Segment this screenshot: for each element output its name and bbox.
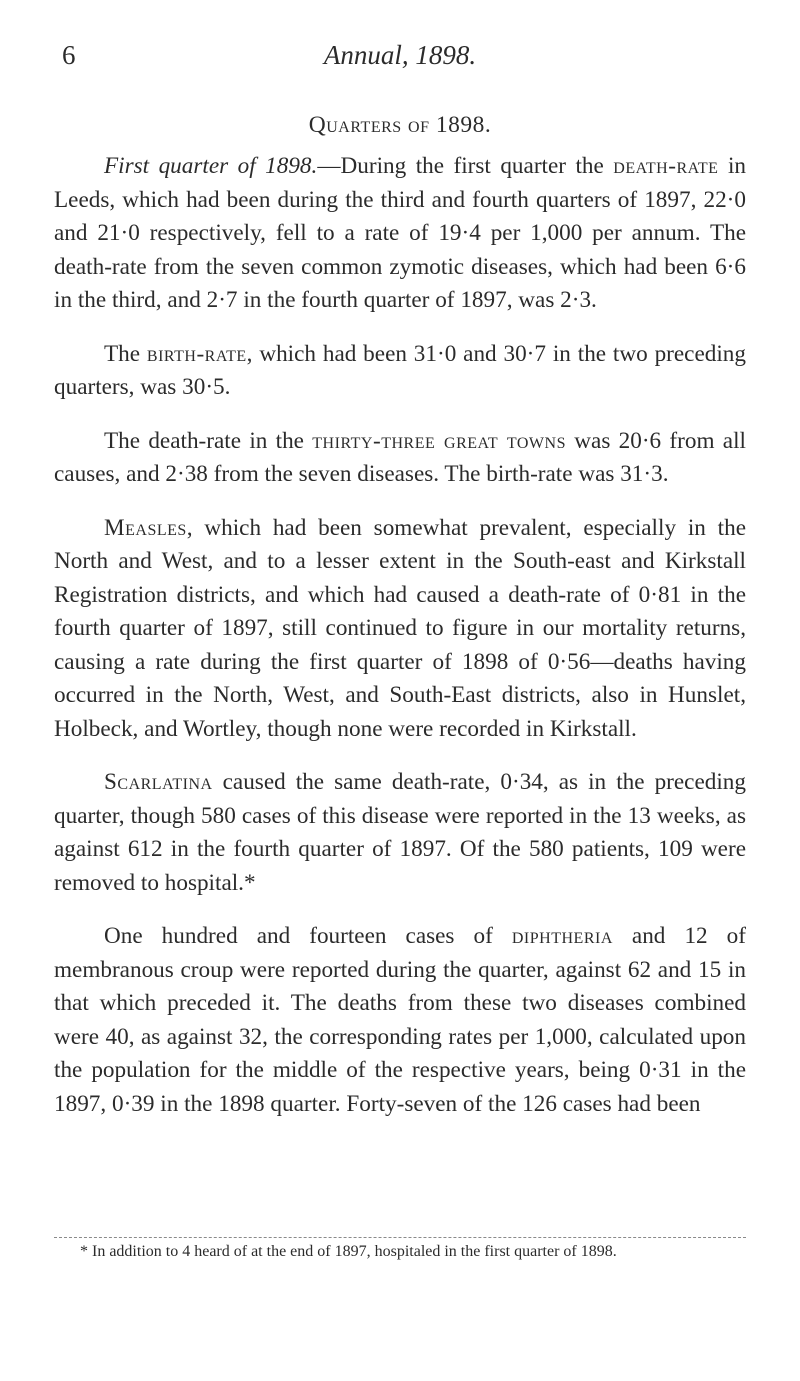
small-caps-term: diphtheria xyxy=(511,923,613,949)
text-run: was 20·6 from all causes, and 2·38 from the seven diseases. The birth-rate was 31·3. xyxy=(54,427,746,487)
small-caps-term: thirty-three great towns xyxy=(312,427,566,454)
body-text xyxy=(54,150,746,1141)
text-run: —During the first quarter the xyxy=(317,153,614,179)
text-run: One hundred and fourteen cases of xyxy=(104,923,512,949)
text-run: caused the same death-rate, 0·34, as in the preceding quarter, though 580 cases of this disease were reported in the 13 weeks, as against 612 in the fourth quarter of 1897. Of the 580 patients, 109 were removed to hospital.* xyxy=(54,769,746,896)
text-run: , which had been 31·0 and 30·7 in the two preceding quarters, was 30·5. xyxy=(54,340,746,400)
running-title: Annual, 1898. xyxy=(323,40,477,70)
paragraph-birth-rate xyxy=(54,338,746,405)
small-caps-term: Scarlatina xyxy=(104,769,213,795)
page-number: 6 xyxy=(62,40,76,70)
small-caps-term: death-rate xyxy=(613,153,719,179)
paragraph-scarlatina xyxy=(54,766,746,900)
footnote: * In addition to 4 heard of at the end of 1897, hospitaled in the first quarter of 1898. xyxy=(80,1243,617,1260)
paragraph-first-quarter xyxy=(54,150,746,318)
text-run: , which had been somewhat prevalent, especially in the North and West, and to a lesser extent in the South-east and Kirkstall Registration districts, and which had caused a death-rate of 0·81 in the fourth quarter of 1897, still continued to figure in our mortality returns, causing a rate during the first quarter of 1898 of 0·56—deaths having occurred in the North, West, and South-East districts, also in Hunslet, Holbeck, and Wortley, though none were recorded in Kirkstall. xyxy=(54,514,746,742)
page-header xyxy=(62,40,738,80)
text-run: The xyxy=(104,340,147,367)
paragraph-diphtheria xyxy=(54,920,746,1121)
paragraph-measles xyxy=(54,512,746,747)
footnote-divider xyxy=(54,1237,746,1238)
small-caps-term: Measles xyxy=(104,514,187,541)
small-caps-term: birth-rate xyxy=(146,340,247,367)
text-run: The death-rate in the xyxy=(104,427,313,454)
section-title: Quarters of 1898. xyxy=(308,112,492,138)
text-run: and 12 of membranous croup were reported during the quarter, against 62 and 15 in that which preceded it. The deaths from these two diseases combined were 40, as against 32, the corresponding rates per 1,000, calculated upon the population for the middle of the respective years, being 0·31 in the 1897, 0·39 in the 1898 quarter. Forty-seven of the 126 cases had been xyxy=(54,923,746,1117)
text-run: in Leeds, which had been during the third and fourth quarters of 1897, 22·0 and 21·0 respectively, fell to a rate of 19·4 per 1,000 per annum. The death-rate from the seven common zymotic diseases, which had been 6·6 in the third, and 2·7 in the fourth quarter of 1897, was 2·3. xyxy=(54,153,746,313)
paragraph-great-towns xyxy=(54,425,746,492)
paragraph-lead: First quarter of 1898. xyxy=(104,153,318,179)
